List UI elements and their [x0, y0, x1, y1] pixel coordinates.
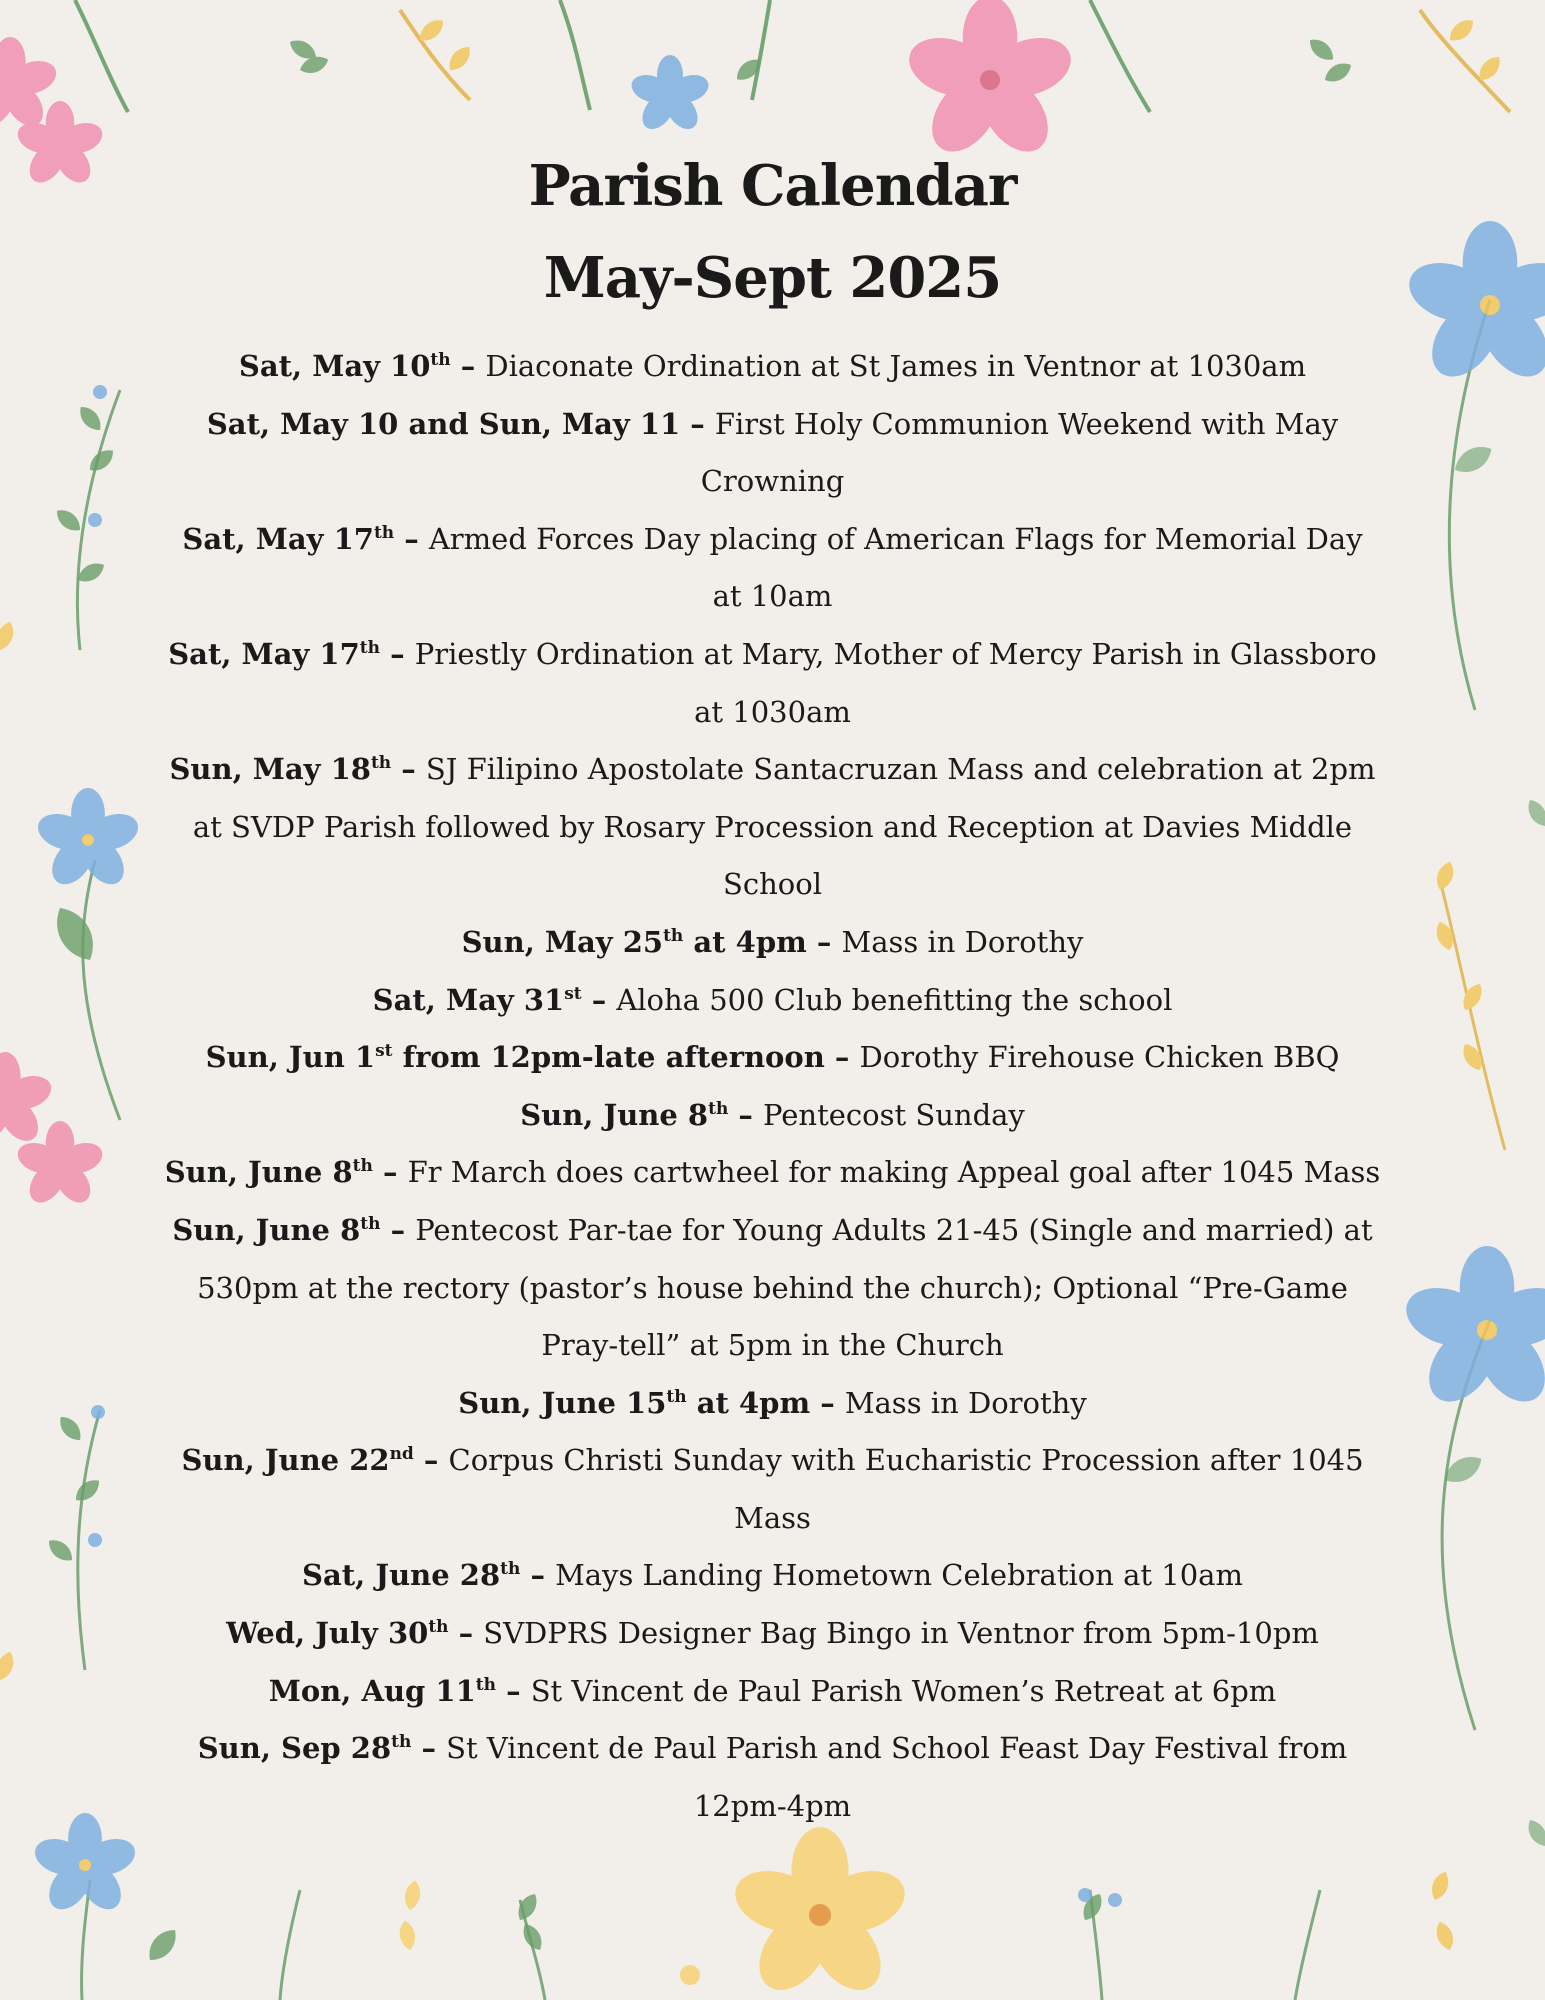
event-date [302, 1558, 555, 1592]
event-date-suffix: from 12pm-late afternoon – [392, 1040, 860, 1075]
blue-flower-icon [1399, 221, 1545, 1414]
event-date-text: Sun, Sep 28 [197, 1731, 392, 1766]
event-date-text: Sun, June 8 [164, 1155, 353, 1190]
pink-flower-icon [0, 1052, 106, 1209]
event-description: Pentecost Par-tae for Young Adults 21-45 (Single and married) at 530pm at the rectory (pastor’s house behind the church); Optional “Pre-Game Pray-tell” at 5pm in the Church [197, 1212, 1373, 1363]
event-description: Dorothy Firehouse Chicken BBQ [859, 1040, 1340, 1075]
event-date [520, 1098, 763, 1132]
event-date-suffix: – [380, 1212, 416, 1247]
event-description: Mays Landing Hometown Celebration at 10am [555, 1558, 1243, 1593]
event-date-text: Sat, May 31 [372, 982, 565, 1017]
event-description: St Vincent de Paul Parish Women’s Retreat at 6pm [530, 1673, 1277, 1708]
leaf-sprig-icon [1442, 300, 1490, 1730]
event-date-ordinal: st [375, 1041, 393, 1062]
event-date-text: Wed, July 30 [226, 1616, 429, 1651]
event-date-ordinal: th [708, 1098, 729, 1119]
event-date [182, 522, 428, 556]
page-title [160, 140, 1385, 324]
event-date-ordinal: th [428, 1617, 449, 1638]
event-date [207, 407, 715, 441]
event-date-text: Sun, June 15 [458, 1385, 667, 1420]
event-date-text: Sun, May 18 [169, 752, 371, 787]
leaf-sprig-icon [286, 34, 1354, 86]
event-date-ordinal: th [359, 637, 380, 658]
event-date-suffix: – [391, 752, 426, 787]
list-item [160, 1663, 1385, 1721]
event-date [168, 637, 414, 671]
event-date-ordinal: th [666, 1386, 687, 1407]
event-date-suffix: – [728, 1097, 764, 1132]
event-date [226, 1616, 483, 1650]
event-date [373, 983, 617, 1017]
event-description: Diaconate Ordination at St James in Ventnor at 1030am [485, 349, 1307, 383]
event-date-ordinal: th [373, 522, 395, 543]
event-date [239, 349, 485, 383]
event-date [198, 1731, 446, 1765]
event-description: First Holy Communion Weekend with May Crowning [700, 406, 1339, 499]
event-date-suffix: – [411, 1731, 447, 1766]
event-description: Mass in Dorothy [844, 1385, 1087, 1420]
event-date [165, 1155, 408, 1189]
leaf-sprig-icon [44, 402, 118, 1566]
event-date-text: Sat, June 28 [302, 1558, 501, 1593]
list-item [160, 626, 1385, 741]
event-date-suffix: – [581, 982, 617, 1017]
list-item [160, 1720, 1385, 1835]
list-item [160, 511, 1385, 626]
event-date-ordinal: th [430, 350, 451, 370]
event-description: Armed Forces Day placing of American Flags for Memorial Day at 10am [428, 521, 1363, 614]
event-date-text: Sat, May 10 and Sun, May 11 – [206, 406, 715, 441]
event-date-suffix: – [450, 349, 486, 383]
event-date-suffix: – [372, 1155, 408, 1190]
event-date-ordinal: st [564, 983, 582, 1004]
list-item [160, 1029, 1385, 1087]
list-item [160, 1375, 1385, 1433]
event-date [458, 1386, 845, 1420]
list-item [160, 741, 1385, 914]
event-description: Priestly Ordination at Mary, Mother of Mercy Parish in Glassboro at 1030am [414, 636, 1377, 729]
event-date-text: Mon, Aug 11 [268, 1673, 476, 1708]
event-date-ordinal: th [475, 1674, 496, 1695]
event-date-suffix: at 4pm – [683, 924, 842, 959]
event-date-text: Sun, Jun 1 [205, 1040, 376, 1075]
event-date-text: Sat, May 17 [168, 636, 360, 671]
event-date-text: Sat, May 17 [182, 521, 374, 556]
event-date-suffix: – [413, 1443, 449, 1478]
event-date-ordinal: th [500, 1559, 521, 1580]
event-description: St Vincent de Paul Parish and School Feast Day Festival from 12pm-4pm [446, 1731, 1348, 1823]
event-description: Aloha 500 Club benefitting the school [616, 982, 1173, 1017]
leaf-sprig-icon [1440, 440, 1545, 1850]
list-item [160, 914, 1385, 972]
yellow-flower-icon [0, 619, 17, 1682]
event-description: Fr March does cartwheel for making Appeal goal after 1045 Mass [407, 1155, 1381, 1190]
calendar-content [160, 140, 1385, 1835]
event-date-suffix: – [379, 636, 415, 671]
blue-flower-icon [628, 55, 712, 135]
event-date-ordinal: nd [389, 1444, 414, 1465]
list-item [160, 1202, 1385, 1375]
yellow-flower-icon [397, 1827, 912, 2000]
event-date [172, 1213, 415, 1247]
event-date-suffix: – [448, 1616, 484, 1651]
event-date [169, 752, 425, 786]
event-date-ordinal: th [352, 1156, 373, 1177]
event-date-suffix: – [520, 1558, 556, 1593]
event-date [462, 925, 842, 959]
event-date-suffix: at 4pm – [686, 1385, 845, 1420]
list-item [160, 1432, 1385, 1547]
list-item [160, 1144, 1385, 1202]
event-list [160, 338, 1385, 1835]
event-date [206, 1040, 860, 1074]
event-date [269, 1674, 531, 1708]
event-date-text: Sun, June 22 [181, 1443, 390, 1478]
event-date-suffix: – [495, 1673, 531, 1708]
event-description: SVDPRS Designer Bag Bingo in Ventnor from 5pm-10pm [483, 1616, 1319, 1651]
list-item [160, 338, 1385, 396]
event-date-text: Sat, May 10 [238, 349, 431, 383]
list-item [160, 1547, 1385, 1605]
event-description: SJ Filipino Apostolate Santacruzan Mass and celebration at 2pm at SVDP Parish followed by Rosary Procession and Reception at Davies Middle School [192, 752, 1376, 902]
event-date-text: Sun, June 8 [172, 1212, 361, 1247]
event-date-suffix: – [394, 521, 429, 556]
event-description: Pentecost Sunday [763, 1097, 1025, 1132]
title-line-1: Parish Calendar [528, 153, 1017, 219]
event-date-ordinal: th [370, 753, 392, 774]
event-date-ordinal: th [360, 1213, 381, 1234]
event-date [181, 1443, 448, 1477]
yellow-flower-icon [1428, 859, 1505, 1952]
list-item [160, 972, 1385, 1030]
event-date-ordinal: th [663, 925, 684, 946]
event-date-text: Sun, June 8 [520, 1097, 709, 1132]
event-date-ordinal: th [391, 1732, 412, 1753]
list-item [160, 1087, 1385, 1145]
event-description: Corpus Christi Sunday with Eucharistic Procession after 1045 Mass [448, 1443, 1364, 1535]
list-item [160, 396, 1385, 511]
event-description: Mass in Dorothy [841, 924, 1084, 959]
event-date-text: Sun, May 25 [461, 924, 664, 959]
title-line-2: May-Sept 2025 [543, 245, 1002, 311]
list-item [160, 1605, 1385, 1663]
